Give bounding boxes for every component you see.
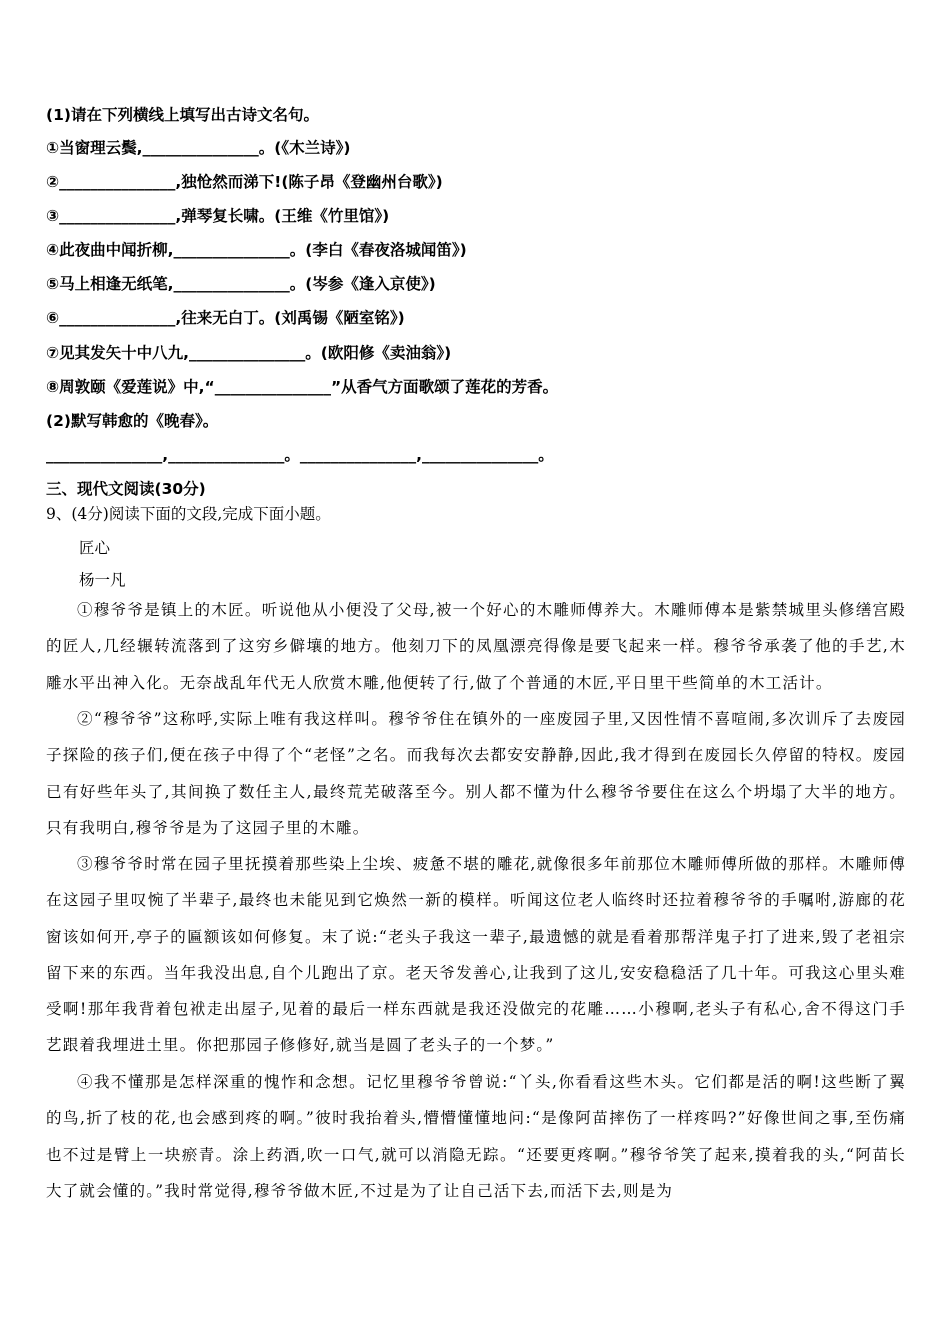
question-prompt: 9、(4分)阅读下面的文段,完成下面小题。 <box>46 505 331 523</box>
part2-title: (2)默写韩愈的《晚春》。 <box>46 412 219 430</box>
poem-item-1: ①当窗理云鬓,_______________。(《木兰诗》) <box>46 139 351 157</box>
poem-item-3: ③_______________,弹琴复长啸。(王维《竹里馆》) <box>46 207 390 225</box>
poem-item-7: ⑦见其发矢十中八九,_______________。(欧阳修《卖油翁》) <box>46 344 452 362</box>
section-heading: 三、现代文阅读(30分) <box>46 480 206 498</box>
poem-item-6: ⑥_______________,往来无白丁。(刘禹锡《陋室铭》) <box>46 309 405 327</box>
poem-item-8: ⑧周敦颐《爱莲说》中,“_______________”从香气方面歌颂了莲花的芳香。 <box>46 378 559 396</box>
poem-item-5: ⑤马上相逢无纸笔,_______________。(岑参《逢入京使》) <box>46 275 436 293</box>
article-author: 杨一凡 <box>79 571 126 589</box>
poem-item-4: ④此夜曲中闻折柳,_______________。(李白《春夜洛城闻笛》) <box>46 241 467 259</box>
part1-title: (1)请在下列横线上填写出古诗文名句。 <box>46 106 319 124</box>
article-paragraph-1: ①穆爷爷是镇上的木匠。听说他从小便没了父母,被一个好心的木雕师傅养大。木雕师傅本是紫禁城里头修缮宫殿的匠人,几经辗转流落到了这穷乡僻壤的地方。他刻刀下的凤凰漂亮得像是要飞起来一样。穆爷爷承袭了他的手艺,木雕水平出神入化。无奈战乱年代无人欣赏木雕,他便转了行,做了个普通的木匠,平日里干些简单的木工活计。 <box>46 601 906 692</box>
article-paragraph-3: ③穆爷爷时常在园子里抚摸着那些染上尘埃、疲惫不堪的雕花,就像很多年前那位木雕师傅所做的那样。木雕师傅在这园子里叹惋了半辈子,最终也未能见到它焕然一新的模样。听闻这位老人临终时还拉着穆爷爷的手嘱咐,游廊的花窗该如何开,亭子的匾额该如何修复。末了说:“老头子我这一辈子,最遗憾的就是看着那帮洋鬼子打了进来,毁了老祖宗留下来的东西。当年我没出息,自个儿跑出了京。老天爷发善心,让我到了这儿,安安稳稳活了几十年。可我这心里头难受啊!那年我背着包袱走出屋子,见着的最后一样东西就是我还没做完的花雕……小穆啊,老头子有私心,舍不得这门手艺跟着我埋进土里。你把那园子修修好,就当是圆了老头子的一个梦。” <box>46 855 906 1055</box>
article-paragraph-4: ④我不懂那是怎样深重的愧怍和念想。记忆里穆爷爷曾说:“丫头,你看看这些木头。它们都是活的啊!这些断了翼的鸟,折了枝的花,也会感到疼的啊。”彼时我抬着头,懵懵懂懂地问:“是像阿苗摔伤了一样疼吗?”好像世间之事,至伤痛也不过是臂上一块瘀青。涂上药酒,吹一口气,就可以消隐无踪。“还要更疼啊。”穆爷爷笑了起来,摸着我的头,“阿苗长大了就会懂的。”我时常觉得,穆爷爷做木匠,不过是为了让自己活下去,而活下去,则是为 <box>46 1073 906 1200</box>
part2-blanks: _______________,_______________。_______________,_______________。 <box>46 446 554 464</box>
article-paragraph-2: ②“穆爷爷”这称呼,实际上唯有我这样叫。穆爷爷住在镇外的一座废园子里,又因性情不喜喧闹,多次训斥了去废园子探险的孩子们,便在孩子中得了个“老怪”之名。而我每次去都安安静静,因此,我才得到在废园长久停留的特权。废园已有好些年头了,其间换了数任主人,最终荒芜破落至今。别人都不懂为什么穆爷爷要住在这么个坍塌了大半的地方。只有我明白,穆爷爷是为了这园子里的木雕。 <box>46 710 906 837</box>
poem-item-2: ②_______________,独怆然而涕下!(陈子昂《登幽州台歌》) <box>46 173 443 191</box>
article-title: 匠心 <box>79 539 111 557</box>
